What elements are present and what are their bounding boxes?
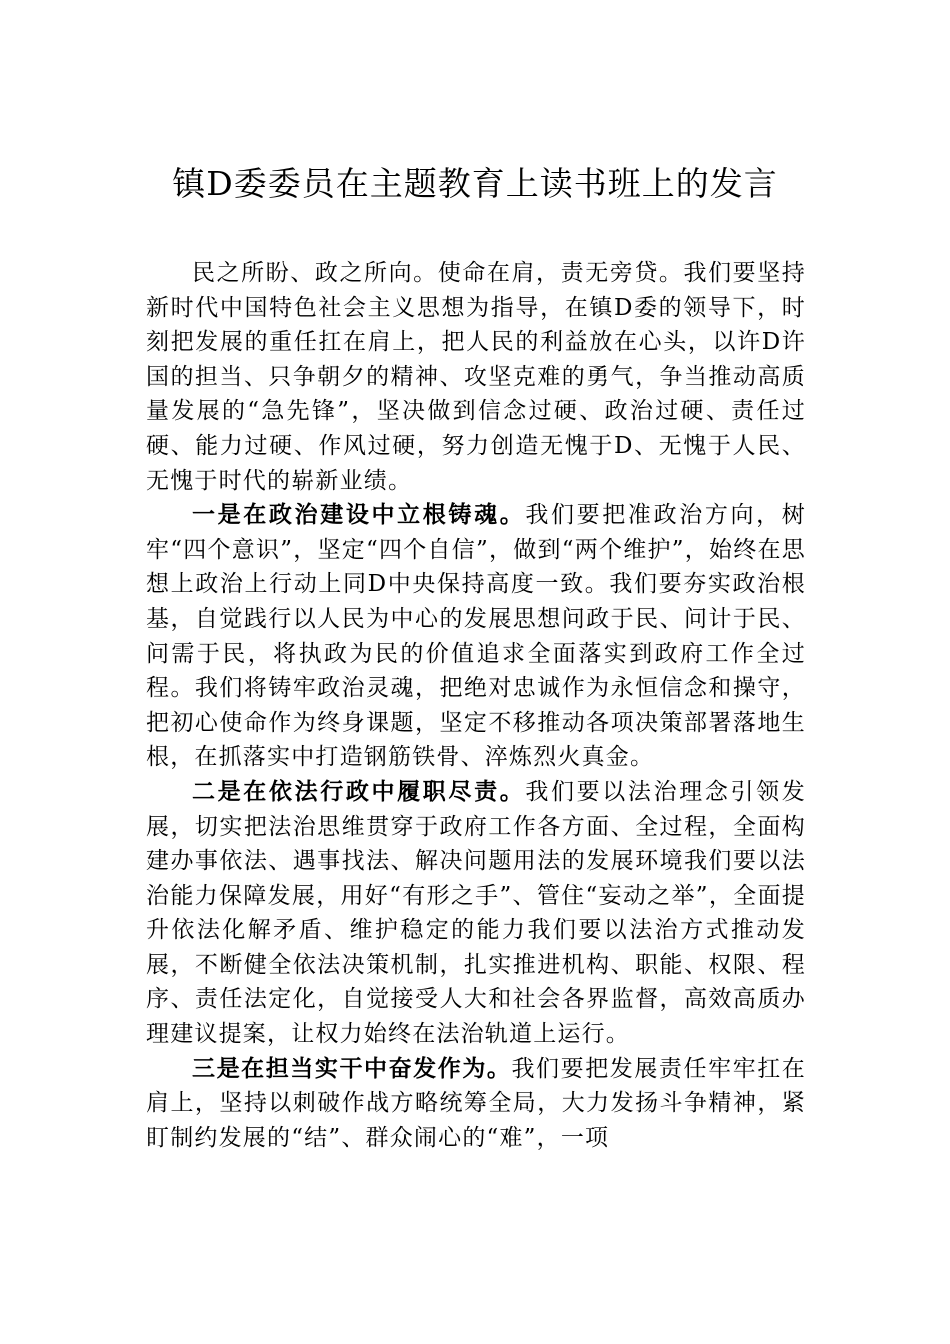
paragraph-political-building xyxy=(146,498,806,775)
paragraph-lead: 二是在依法行政中履职尽责。 xyxy=(192,777,526,805)
paragraph-lead: 三是在担当实干中奋发作为。 xyxy=(192,1054,512,1082)
paragraph-text: 我们要把准政治方向，树牢“四个意识”，坚定“四个自信”，做到“两个维护”，始终在思想上政治上行动上同D中央保持高度一致。我们要夯实政治根基，自觉践行以人民为中心的发展思想问政于民、问计于民、问需于民，将执政为民的价值追求全面落实到政府工作全过程。我们将铸牢政治灵魂，把绝对忠诚作为永恒信念和操守，把初心使命作为终身课题，坚定不移推动各项决策部署落地生根，在抓落实中打造钢筋铁骨、淬炼烈火真金。 xyxy=(146,502,806,771)
paragraph-rule-of-law xyxy=(146,775,806,1052)
document-title: 镇D委委员在主题教育上读书班上的发言 xyxy=(172,164,778,203)
paragraph-lead: 一是在政治建设中立根铸魂。 xyxy=(192,501,526,529)
document-body xyxy=(146,256,806,1155)
paragraph-intro xyxy=(146,256,806,498)
paragraph-text: 民之所盼、政之所向。使命在肩，责无旁贷。我们要坚持新时代中国特色社会主义思想为指导，在镇D委的领导下，时刻把发展的重任扛在肩上，把人民的利益放在心头，以许D许国的担当、只争朝夕的精神、攻坚克难的勇气，争当推动高质量发展的“急先锋”，坚决做到信念过硬、政治过硬、责任过硬、能力过硬、作风过硬，努力创造无愧于D、无愧于人民、无愧于时代的崭新业绩。 xyxy=(146,260,806,494)
paragraph-hard-work xyxy=(146,1052,806,1156)
paragraph-text: 我们要以法治理念引领发展，切实把法治思维贯穿于政府工作各方面、全过程，全面构建办事依法、遇事找法、解决问题用法的发展环境我们要以法治能力保障发展，用好“有形之手”、管住“妄动之举”，全面提升依法化解矛盾、维护稳定的能力我们要以法治方式推动发展，不断健全依法决策机制，扎实推进机构、职能、权限、程序、责任法定化，自觉接受人大和社会各界监督，高效高质办理建议提案，让权力始终在法治轨道上运行。 xyxy=(146,778,806,1048)
paragraph-text: 我们要把发展责任牢牢扛在肩上，坚持以刺破作战方略统筹全局，大力发扬斗争精神，紧盯制约发展的“结”、群众闹心的“难”，一项 xyxy=(146,1055,806,1151)
